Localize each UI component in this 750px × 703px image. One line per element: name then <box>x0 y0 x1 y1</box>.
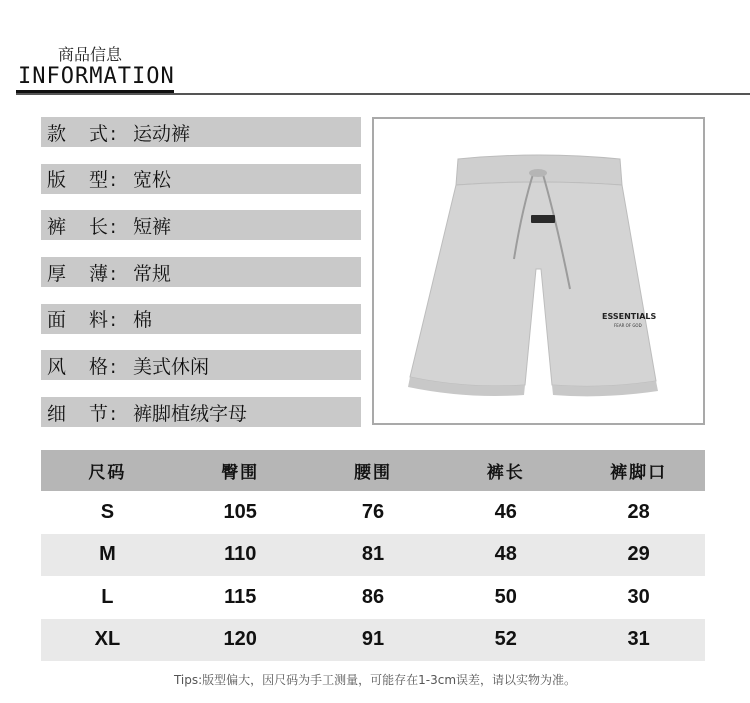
cell-size: L <box>101 585 114 608</box>
cell-size: M <box>41 534 174 577</box>
attribute-value: 短裤 <box>133 215 172 238</box>
cell-hem: 28 <box>627 500 650 523</box>
cell-hip: 110 <box>174 534 307 577</box>
cell-length: 48 <box>439 534 572 577</box>
cell-size: S <box>100 500 115 523</box>
cell-hem: 31 <box>572 619 705 662</box>
header-hem: 裤脚口 <box>572 450 705 491</box>
cell-hip: 105 <box>223 500 257 523</box>
brand-text: ESSENTIALS <box>602 312 657 321</box>
cell-waist: 91 <box>307 619 440 662</box>
attribute-label: 细 节: <box>47 402 119 425</box>
attribute-label: 款 式: <box>47 122 119 145</box>
cell-length: 52 <box>439 619 572 662</box>
cell-hip: 120 <box>174 619 307 662</box>
attribute-label: 裤 长: <box>47 215 119 238</box>
attribute-row-fabric <box>41 304 361 334</box>
attribute-row-thickness <box>41 257 361 287</box>
attribute-value: 棉 <box>133 309 153 332</box>
attribute-label: 版 型: <box>47 169 119 192</box>
attribute-value: 宽松 <box>133 169 172 192</box>
table-row <box>41 576 705 619</box>
cell-hem: 29 <box>572 534 705 577</box>
cell-hip: 115 <box>224 585 257 608</box>
brand-patch <box>531 215 555 223</box>
cell-waist: 81 <box>307 534 440 577</box>
attribute-label: 厚 薄: <box>47 262 119 285</box>
attribute-value: 美式休闲 <box>133 355 210 378</box>
table-row <box>41 619 705 662</box>
table-header-row <box>41 450 705 491</box>
cell-waist: 86 <box>361 585 385 608</box>
attribute-label: 面 料: <box>47 309 119 332</box>
cell-size: XL <box>41 619 174 662</box>
attribute-row-style-type <box>41 350 361 380</box>
attribute-list <box>41 117 361 444</box>
header-length: 裤长 <box>439 450 572 491</box>
tips-note: Tips:版型偏大，因尺码为手工测量，可能存在1-3cm误差，请以实物为准。 <box>173 673 577 687</box>
product-photo <box>372 117 705 425</box>
attribute-row-fit <box>41 164 361 194</box>
table-row <box>41 491 705 534</box>
attribute-row-length <box>41 210 361 240</box>
size-table <box>41 450 705 661</box>
header-divider <box>16 93 750 95</box>
attribute-value: 常规 <box>133 262 172 285</box>
attribute-label: 风 格: <box>47 355 119 378</box>
attribute-value: 裤脚植绒字母 <box>133 402 248 425</box>
attribute-row-details <box>41 397 361 427</box>
header-title-cn: 商品信息 <box>58 45 123 64</box>
attribute-value: 运动裤 <box>133 122 191 145</box>
cell-waist: 76 <box>361 500 385 523</box>
header-title-en: INFORMATION <box>18 64 175 89</box>
drawstring-knot <box>529 169 547 177</box>
header-hip: 臀围 <box>174 450 307 491</box>
attribute-row-style <box>41 117 361 147</box>
shorts-illustration <box>374 119 703 423</box>
cell-hem: 30 <box>627 585 650 608</box>
shorts-body <box>410 182 656 386</box>
cell-length: 46 <box>494 500 517 523</box>
header-waist: 腰围 <box>307 450 440 491</box>
cell-length: 50 <box>494 585 517 608</box>
table-row <box>41 534 705 577</box>
header-size: 尺码 <box>41 450 174 491</box>
brand-subtext: FEAR OF GOD <box>614 323 642 328</box>
